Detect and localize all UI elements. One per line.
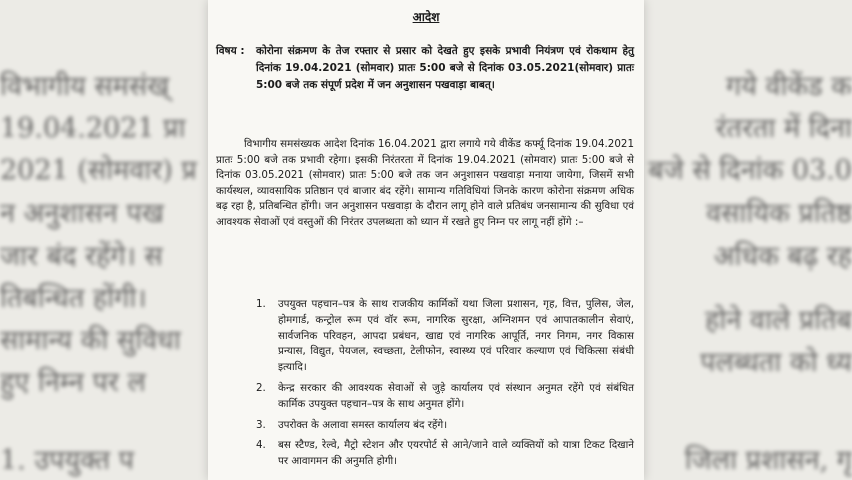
exemption-list: [256, 297, 634, 475]
list-item: [256, 438, 634, 470]
bg-line: जिला प्रशासन, गृ: [684, 445, 852, 476]
bg-line: अधिक बढ़ रह: [713, 241, 852, 272]
background-zoomed-left: [0, 0, 215, 480]
bg-line: पलब्धता को ध्य: [700, 347, 852, 378]
list-item: [256, 381, 634, 413]
subject-block: [216, 43, 634, 95]
list-item-text: उपयुक्त पहचान–पत्र के साथ राजकीय कार्मिकों यथा जिला प्रशासन, गृह, वित्त, पुलिस, जेल, होमगार्ड, कन्ट्रोल रूम एवं वॉर रूम, नागरिक सुरक्षा, अग्निशमन एवं आपातकालीन सेवाएं, सार्वजनिक परिवहन, आपदा प्रबंधन, खाद्य एवं नागरिक आपूर्ति, नगर निगम, नगर विकास प्रन्यास, विद्युत, पेयजल, स्वच्छता, टेलीफोन, स्वास्थ्य एवं परिवार कल्याण एवं चिकित्सा संबंधी इत्यादि।: [278, 298, 634, 374]
bg-line: होने वाले प्रतिब: [705, 305, 852, 336]
bg-line: हुए निम्न पर ल: [0, 367, 146, 398]
bg-line: सामान्य की सुविधा: [0, 325, 181, 356]
list-item: [256, 297, 634, 376]
bg-line: 19.04.2021 प्रा: [0, 113, 186, 144]
list-item-text: केन्द्र सरकार की आवश्यक सेवाओं से जुड़े कार्यालय एवं संस्थान अनुमत रहेंगे एवं संबंधित कार्मिक उपयुक्त पहचान–पत्र के साथ अनुमत होंगे।: [278, 381, 634, 410]
subject-label: विषय :: [216, 45, 245, 57]
bg-line: तिबन्धित होंगी।: [0, 283, 147, 314]
background-zoomed-right: [640, 0, 852, 480]
bg-line: गये वीकेंड क: [726, 71, 852, 102]
bg-line: बजे से दिनांक 03.0: [648, 155, 852, 186]
bg-line: रंतरता में दिना: [715, 113, 852, 144]
document-page: [208, 0, 644, 480]
document-title: आदेश: [412, 10, 440, 24]
bg-line: 1. उपयुक्त प: [0, 445, 134, 476]
list-item-text: बस स्टैण्ड, रेल्वे, मैट्रो स्टेशन और एयरपोर्ट से आने/जाने वाले व्यक्तियों को यात्रा टिकट दिखाने पर आवागमन की अनुमति होगी।: [278, 439, 634, 468]
bg-line: वसायिक प्रतिष्ठ: [706, 198, 852, 229]
list-item-number: 3.: [256, 418, 266, 431]
bg-line: विभागीय समसंख्: [0, 71, 170, 102]
body-paragraph: विभागीय समसंख्यक आदेश दिनांक 16.04.2021 द्वारा लगाये गये वीकेंड कर्फ्यू दिनांक 19.04.2021 प्रातः 5:00 बजे तक प्रभावी रहेगा। इसकी निरंतरता में दिनांक 19.04.2021 (सोमवार) प्रातः 5:00 बजे से दिनांक 03.05.2021 (सोमवार) प्रातः 5:00 बजे तक जन अनुशासन पखवाड़ा मनाया जायेगा, जिसमें सभी कार्यस्थल, व्यावसायिक प्रतिष्ठान एवं बाजार बंद रहेंगे। सामान्य गतिविधियां जिनके कारण कोरोना संक्रमण अधिक बढ़ रहा है, प्रतिबन्धित होंगी। जन अनुशासन पखवाड़ा के दौरान लागू होने वाले प्रतिबंध जनसामान्य की सुविधा एवं आवश्यक सेवाओं एवं वस्तुओं की निरंतर उपलब्धता को ध्यान में रखते हुए निम्न पर लागू नहीं होंगे :–: [216, 138, 634, 228]
list-item: [256, 418, 634, 434]
list-item-number: 2.: [256, 381, 266, 394]
bg-line: 2021 (सोमवार) प्र: [0, 155, 197, 186]
subject-text: कोरोना संक्रमण के तेज रफ्तार से प्रसार को देखते हुए इसके प्रभावी नियंत्रण एवं रोकथाम हेतु दिनांक 19.04.2021 (सोमवार) प्रातः 5:00 बजे से दिनांक 03.05.2021(सोमवार) प्रातः 5:00 बजे तक संपूर्ण प्रदेश में जन अनुशासन पखवाड़ा बाबत्।: [256, 45, 634, 92]
bg-line: न अनुशासन पख: [0, 198, 164, 229]
list-item-text: उपरोक्त के अलावा समस्त कार्यालय बंद रहेंगे।: [278, 418, 448, 431]
bg-line: जार बंद रहेंगे। स: [0, 241, 163, 272]
list-item-number: 4.: [256, 439, 266, 452]
list-item-number: 1.: [256, 298, 266, 310]
